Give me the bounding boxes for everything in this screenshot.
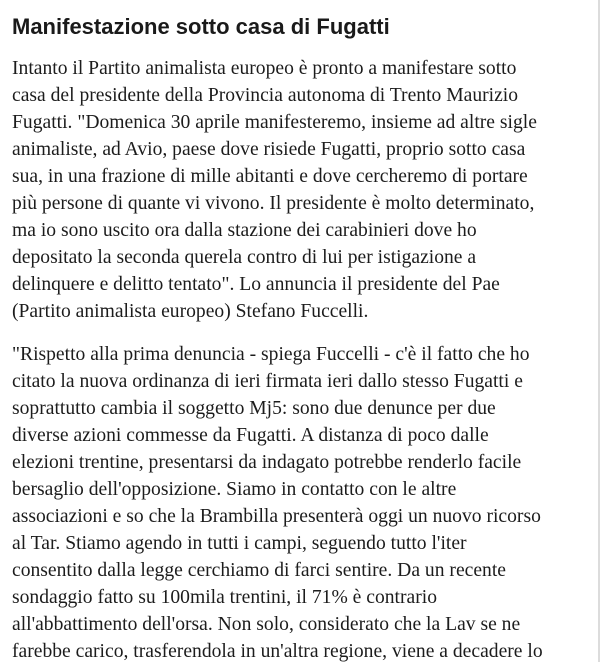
paragraph-line: casa del presidente della Provincia autonoma di Trento Maurizio	[12, 85, 519, 106]
paragraph-line: Fugatti. "Domenica 30 aprile manifesteremo, insieme ad altre sigle	[12, 112, 537, 133]
paragraph-line: citato la nuova ordinanza di ieri firmata ieri dallo stesso Fugatti e	[12, 371, 523, 392]
paragraph-line: elezioni trentine, presentarsi da indagato potrebbe renderlo facile	[12, 452, 522, 473]
paragraph-line: soprattutto cambia il soggetto Mj5: sono due denunce per due	[12, 398, 496, 419]
paragraph-line: diverse azioni commesse da Fugatti. A distanza di poco dalle	[12, 425, 489, 446]
article-paragraph-2	[12, 341, 590, 665]
paragraph-line: depositato la seconda querela contro di lui per istigazione a	[12, 247, 477, 268]
article-body	[12, 0, 590, 665]
paragraph-line: delinquere e delitto tentato". Lo annuncia il presidente del Pae	[12, 274, 500, 295]
paragraph-line: più persone di quante vi vivono. Il presidente è molto determinato,	[12, 193, 535, 214]
paragraph-line: sua, in una frazione di mille abitanti e dove cercheremo di portare	[12, 166, 528, 187]
paragraph-line: sondaggio fatto su 100mila trentini, il 71% è contrario	[12, 587, 437, 608]
paragraph-line: consentito dalla legge cerchiamo di farci sentire. Da un recente	[12, 560, 506, 581]
paragraph-line: associazioni e so che la Brambilla presenterà oggi un nuovo ricorso	[12, 506, 541, 527]
paragraph-line: farebbe carico, trasferendola in un'altra regione, viene a decadere lo	[12, 641, 543, 662]
paragraph-line: "Rispetto alla prima denuncia - spiega Fuccelli - c'è il fatto che ho	[12, 344, 530, 365]
paragraph-line: all'abbattimento dell'orsa. Non solo, considerato che la Lav se ne	[12, 614, 521, 635]
paragraph-line: al Tar. Stiamo agendo in tutti i campi, seguendo tutto l'iter	[12, 533, 467, 554]
paragraph-line: animaliste, ad Avio, paese dove risiede Fugatti, proprio sotto casa	[12, 139, 526, 160]
paragraph-line: bersaglio dell'opposizione. Siamo in contatto con le altre	[12, 479, 457, 500]
paragraph-line: Intanto il Partito animalista europeo è pronto a manifestare sotto	[12, 58, 517, 79]
article-headline: Manifestazione sotto casa di Fugatti	[12, 14, 390, 39]
article-paragraph-1	[12, 55, 590, 325]
paragraph-line: ma io sono uscito ora dalla stazione dei carabinieri dove ho	[12, 220, 477, 241]
paragraph-line: (Partito animalista europeo) Stefano Fuccelli.	[12, 301, 369, 322]
